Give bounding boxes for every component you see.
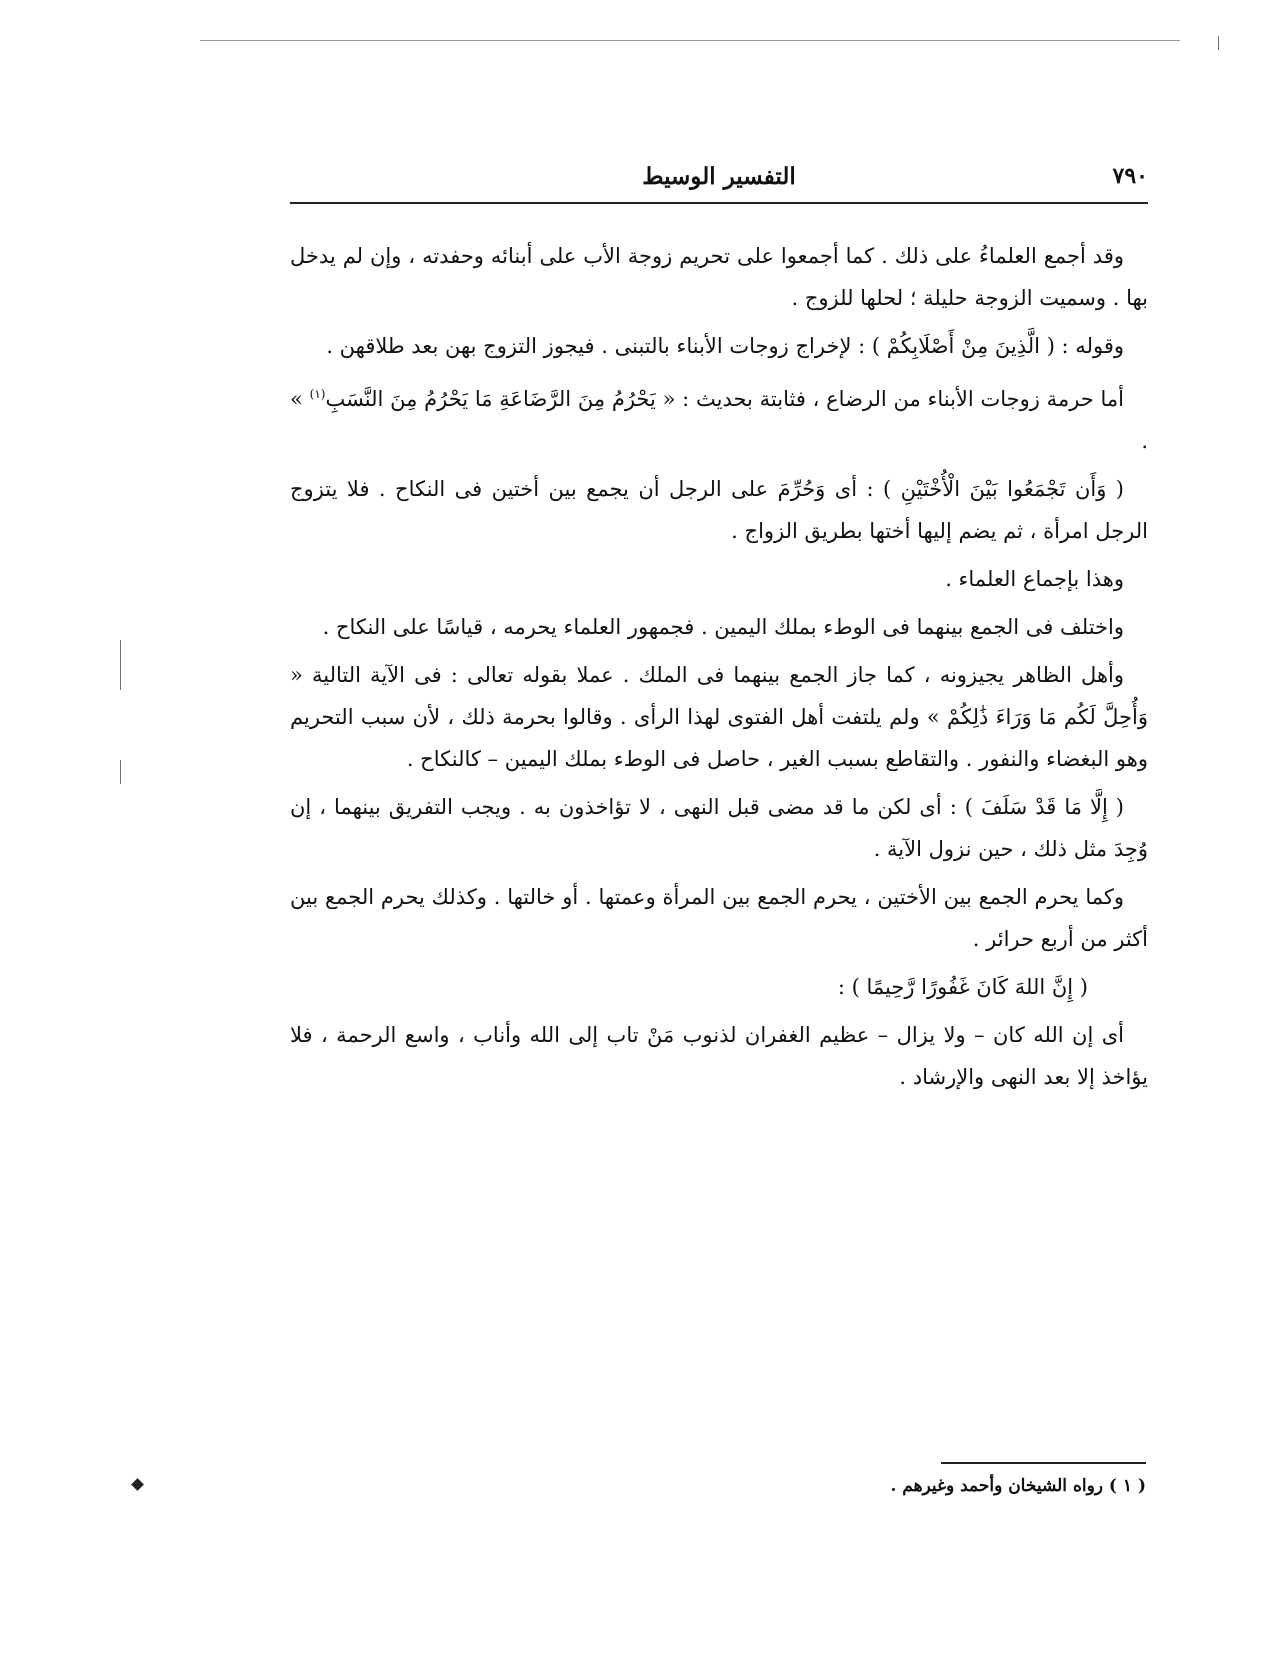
paragraph-hadith — [290, 373, 1148, 462]
footnote-rule — [941, 1462, 1146, 1464]
paragraph: ( إِلَّا مَا قَدْ سَلَفَ ) : أى لكن ما قد مضى قبل النهى ، لا تؤاخذون به . ويجب التفريق بينهما ، إن وُجِدَ مثل ذلك ، حين نزول الآية . — [290, 795, 1148, 861]
page-number: ٧٩٠ — [1112, 163, 1148, 189]
footnote: ( ١ ) رواه الشيخان وأحمد وغيرهم . — [890, 1476, 1146, 1496]
paragraph: واختلف فى الجمع بينهما فى الوطء بملك اليمين . فجمهور العلماء يحرمه ، قياسًا على النكاح . — [322, 615, 1124, 639]
paragraph: ( وَأَن تَجْمَعُوا بَيْنَ الْأُخْتَيْنِ ) : أى وَحُرِّمَ على الرجل أن يجمع بين أختين فى النكاح . فلا يتزوج الرجل امرأة ، ثم يضم إليها أختها بطريق الزواج . — [290, 477, 1148, 543]
paragraph: وهذا بإجماع العلماء . — [945, 567, 1124, 591]
scan-artifact-mark — [120, 640, 121, 690]
body-text — [290, 235, 1148, 1104]
paragraph: وكما يحرم الجمع بين الأختين ، يحرم الجمع بين المرأة وعمتها . أو خالتها . وكذلك يحرم الجمع بين أكثر من أربع حرائر . — [290, 885, 1148, 951]
scan-artifact-line — [200, 40, 1180, 41]
hadith-closing: » . — [290, 387, 1148, 453]
running-title: التفسير الوسيط — [642, 163, 796, 190]
paragraph: وقد أجمع العلماءُ على ذلك . كما أجمعوا على تحريم زوجة الأب على أبنائه وحفدته ، وإن لم يدخل بها . وسميت الزوجة حليلة ؛ لحلها للزوج . — [290, 244, 1148, 310]
paragraph: وقوله : ( الَّذِينَ مِنْ أَصْلَابِكُمْ ) : لإخراج زوجات الأبناء بالتبنى . فيجوز التزوج بهن بعد طلاقهن . — [326, 334, 1124, 358]
scan-artifact-mark — [120, 760, 121, 784]
paragraph: وأهل الظاهر يجيزونه ، كما جاز الجمع بينهما فى الملك . عملا بقوله تعالى : فى الآية التالية « وَأُحِلَّ لَكُم مَا وَرَاءَ ذَٰلِكُمْ » ولم يلتفت أهل الفتوى لهذا الرأى . وقالوا بحرمة ذلك ، لأن سبب التحريم وهو البغضاء والنفور . والتقاطع بسبب الغير ، حاصل فى الوطء بملك اليمين – كالنكاح . — [290, 663, 1148, 771]
paragraph: أى إن الله كان – ولا يزال – عظيم الغفران لذنوب مَنْ تاب إلى الله وأناب ، واسع الرحمة ، فلا يؤاخذ إلا بعد النهى والإرشاد . — [290, 1023, 1148, 1089]
paragraph-ayah-heading: ( إِنَّ اللهَ كَانَ غَفُورًا رَّحِيمًا ) : — [837, 975, 1088, 999]
diamond-mark-icon — [131, 1478, 144, 1491]
hadith-text: أما حرمة زوجات الأبناء من الرضاع ، فثابتة بحديث : « يَحْرُمُ مِنَ الرَّضَاعَةِ مَا يَحْرُمُ مِنَ النَّسَبِ — [325, 387, 1124, 411]
scan-artifact-mark — [1218, 36, 1219, 50]
page-header — [290, 163, 1148, 199]
header-rule — [290, 202, 1148, 204]
footnote-reference: (١) — [309, 387, 326, 401]
